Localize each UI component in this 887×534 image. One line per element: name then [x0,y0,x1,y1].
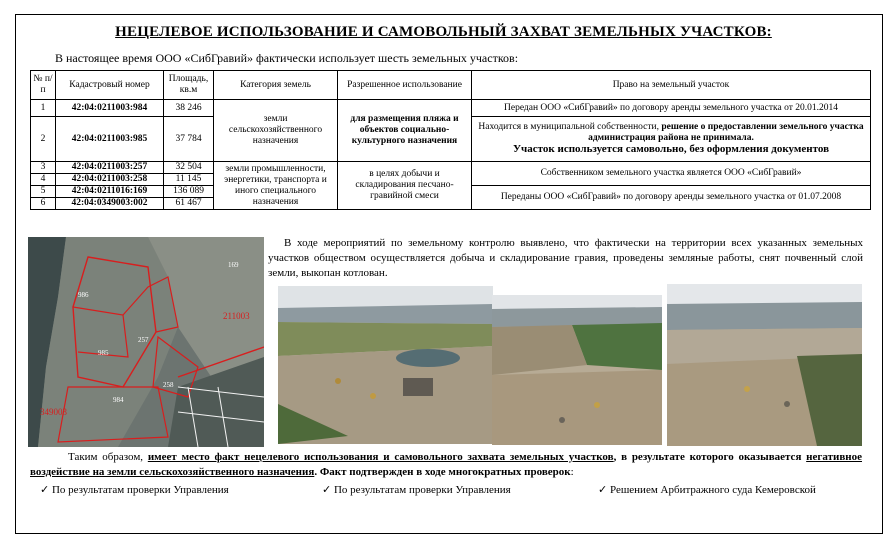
row-num: 2 [31,117,56,162]
map-label: 985 [98,349,109,357]
row-cadastral: 42:04:0211003:985 [56,117,164,162]
header-num: № п/п [31,71,56,100]
row-num: 3 [31,162,56,174]
row-cadastral: 42:04:0211003:984 [56,100,164,117]
row-area: 11 145 [164,174,214,186]
table-row [31,100,871,117]
right-2-municipal: Находится в муниципальной собственности, [478,122,659,132]
right-row-5-6: Переданы ООО «СибГравий» по договору аренды земельного участка от 01.07.2008 [472,186,871,210]
row-num: 6 [31,198,56,210]
map-label: 169 [228,261,239,269]
summary-colon: : [570,466,574,478]
header-category: Категория земель [214,71,338,100]
header-area: Площадь, кв.м [164,71,214,100]
row-num: 5 [31,186,56,198]
category-agri: земли сельскохозяйственного назначения [214,100,338,162]
right-row-2 [472,117,871,162]
summary-mid: , в результате которого оказывается [613,451,802,463]
right-2-decision: решение о предоставлении земельного участка администрация района не принимала. [588,122,864,143]
row-cadastral: 42:04:0211003:258 [56,174,164,186]
row-cadastral: 42:04:0349003:002 [56,198,164,210]
row-area: 37 784 [164,117,214,162]
land-plots-table [30,70,871,210]
map-label: 211003 [223,311,250,321]
right-2-unauthorized: Участок используется самовольно, без оформления документов [512,143,830,155]
site-photo-3 [667,284,862,446]
page-title: НЕЦЕЛЕВОЕ ИСПОЛЬЗОВАНИЕ И САМОВОЛЬНЫЙ ЗАХВАТ ЗЕМЕЛЬНЫХ УЧАСТКОВ: [115,24,772,40]
control-findings-paragraph: В ходе мероприятий по земельному контролю выявлено, что фактически на территории всех указанных земельных участков обществом осуществляется добыча и складирование гравия, проведены земляные работы, снят почвенный слой земли, выкопан котлован. [268,237,863,279]
permitted-beach: для размещения пляжа и объектов социально-культурного назначения [338,100,472,162]
site-photo-1 [278,286,493,444]
row-num: 4 [31,174,56,186]
finding-item: ✓ Решением Арбитражного суда Кемеровской [598,484,816,496]
row-num: 1 [31,100,56,117]
permitted-gravel: в целях добычи и складирования песчано-гравийной смеси [338,162,472,210]
category-industry: земли промышленности, энергетики, транспорта и иного специального назначения [214,162,338,210]
map-label: 349003 [40,407,67,417]
row-area: 61 467 [164,198,214,210]
finding-item: ✓ По результатам проверки Управления [322,484,511,496]
summary-end: . Факт подтвержден в ходе многократных проверок [314,466,571,478]
cadastral-map [28,237,264,447]
site-photo-2 [492,295,662,445]
header-permitted: Разрешенное использование [338,71,472,100]
row-area: 38 246 [164,100,214,117]
table-header-row [31,71,871,100]
summary-fact: имеет место факт нецелевого использования и самовольного захвата земельных участков [147,451,614,463]
header-cadastral: Кадастровый номер [56,71,164,100]
finding-item: ✓ По результатам проверки Управления [40,484,229,496]
row-area: 136 089 [164,186,214,198]
map-label: 258 [163,381,174,389]
summary-paragraph [30,450,862,480]
table-row [31,162,871,174]
row-area: 32 504 [164,162,214,174]
header-right: Право на земельный участок [472,71,871,100]
map-label: 986 [78,291,89,299]
intro-text: В настоящее время ООО «СибГравий» фактически использует шесть земельных участков: [55,51,519,65]
map-label: 984 [113,396,124,404]
row-cadastral: 42:04:0211016:169 [56,186,164,198]
right-row-3-4: Собственником земельного участка является ООО «СибГравий» [472,162,871,186]
summary-lead: Таким образом, [68,451,144,463]
summary-impact: негативное воздействие на земли сельскохозяйственного назначения [30,451,862,478]
map-label: 257 [138,336,149,344]
right-row-1: Передан ООО «СибГравий» по договору аренды земельного участка от 20.01.2014 [472,100,871,117]
row-cadastral: 42:04:0211003:257 [56,162,164,174]
